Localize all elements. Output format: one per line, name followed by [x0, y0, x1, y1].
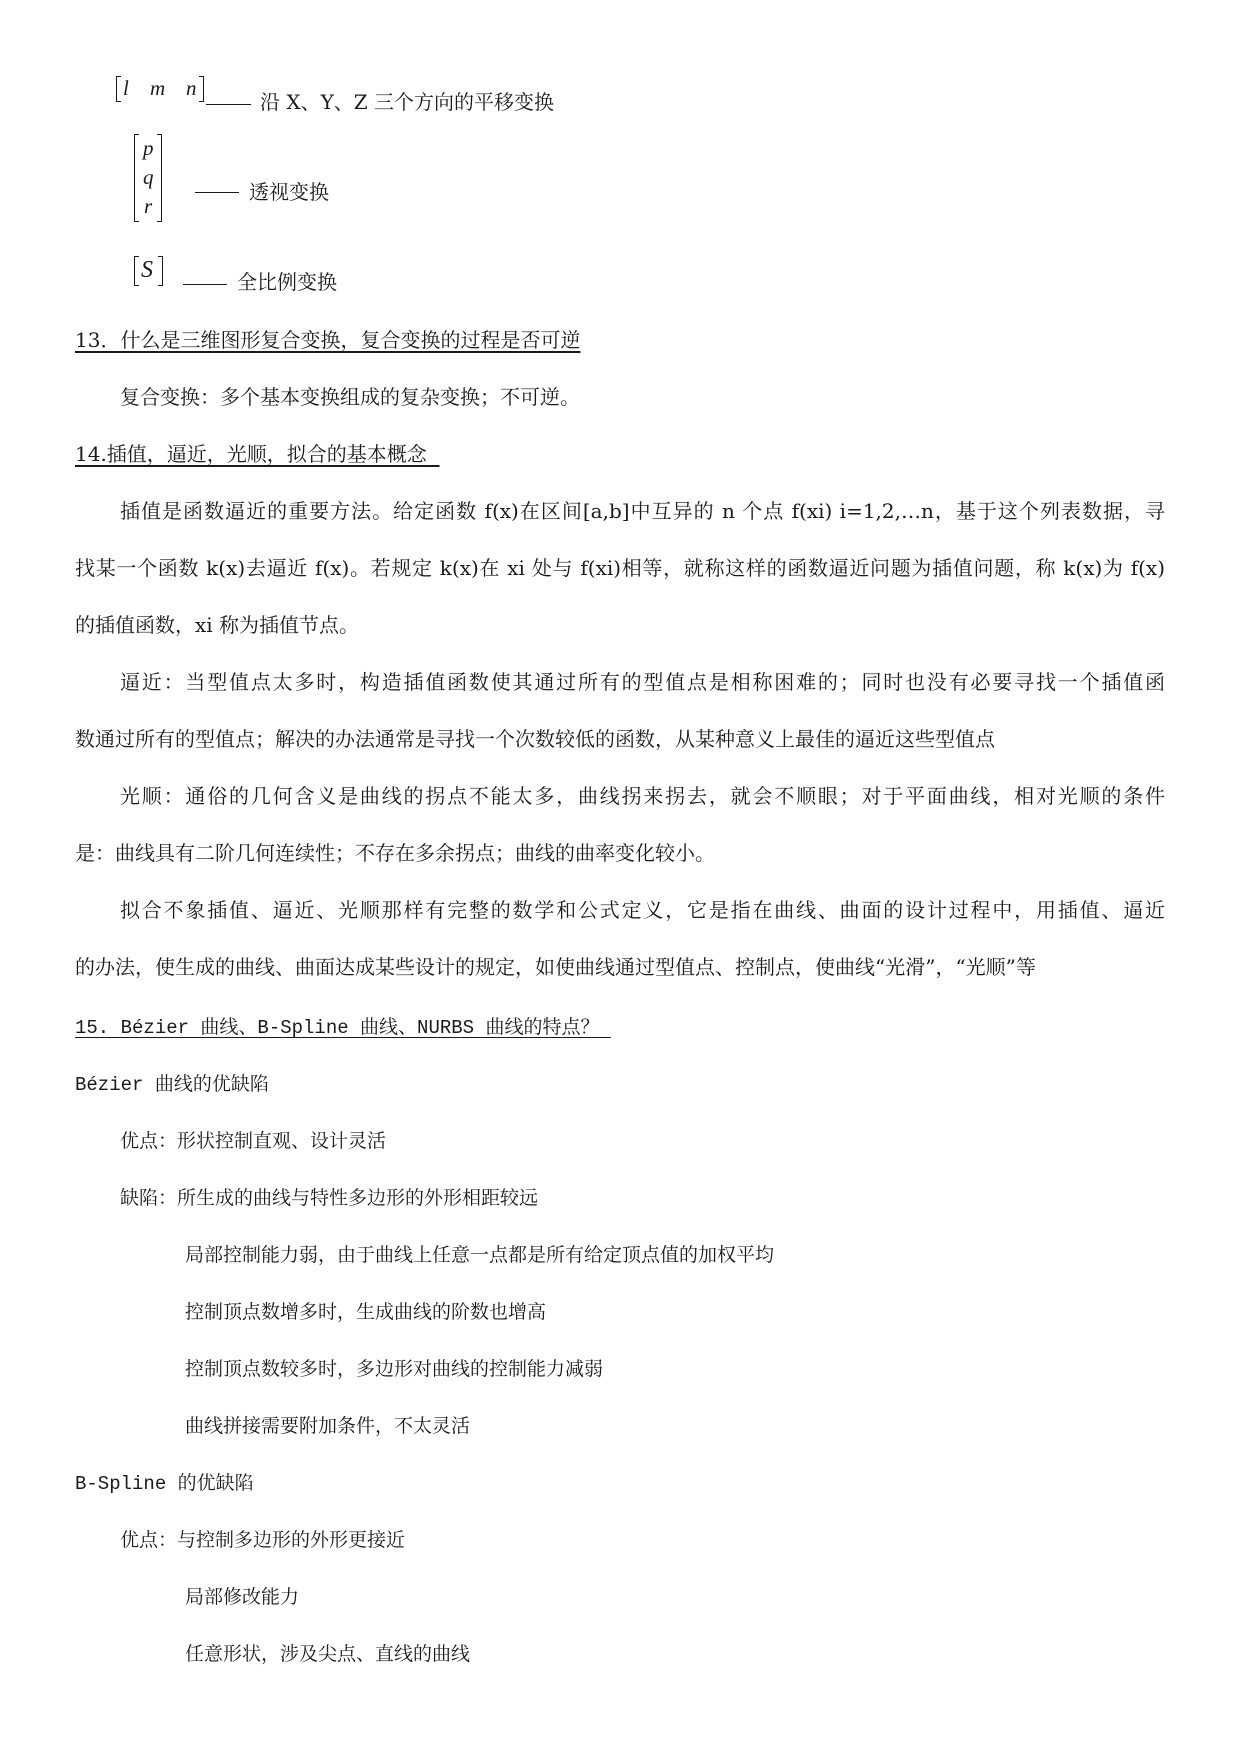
row-vector-left-bracket [116, 76, 121, 102]
q14-heading [75, 442, 440, 466]
bezier-title: Bézier 曲线的优缺陷 [75, 1074, 269, 1096]
q14-fair-line-2: 是：曲线具有二阶几何连续性；不存在多余拐点；曲线的曲率变化较小。 [75, 841, 715, 865]
bezier-cons-first: 缺陷：所生成的曲线与特性多边形的外形相距较远 [120, 1188, 539, 1210]
row-vector-n: n [186, 76, 197, 100]
column-vector-p: p [143, 136, 154, 160]
bezier-cons-item: 曲线拼接需要附加条件，不太灵活 [185, 1416, 471, 1438]
row-vector-l: l [123, 76, 129, 100]
column-vector-left-bracket [134, 134, 139, 222]
q14-fit-line-2: 的办法，使生成的曲线、曲面达成某些设计的规定，如使曲线通过型值点、控制点，使曲线“光滑”，“光顺”等 [75, 955, 1036, 979]
q14-approx-line-2: 数通过所有的型值点；解决的办法通常是寻找一个次数较低的函数，从某种意义上最佳的逼近这些型值点 [75, 727, 995, 751]
q13-answer: 复合变换：多个基本变换组成的复杂变换；不可逆。 [120, 385, 580, 409]
q14-fit-text-1: 拟合不象插值、逼近、光顺那样有完整的数学和公式定义，它是指在曲线、曲面的设计过程中，用插值、逼近 [120, 898, 1165, 922]
q14-fit-line-1 [75, 898, 1165, 922]
q15-heading [75, 1012, 611, 1039]
q14-interp-text-1: 插值是函数逼近的重要方法。给定函数 f(x)在区间[a,b]中互异的 n 个点 f(xi) i=1,2,…n，基于这个列表数据，寻 [120, 499, 1165, 523]
q14-approx-text-1: 逼近：当型值点太多时，构造插值函数使其通过所有的型值点是相称困难的；同时也没有必要寻找一个插值函 [120, 670, 1165, 694]
column-vector-r: r [144, 194, 153, 218]
scalar-desc: 全比例变换 [237, 270, 337, 294]
column-vector-desc: 透视变换 [249, 180, 329, 204]
scalar-s: S [141, 257, 153, 283]
q14-interp-line-3: 的插值函数，xi 称为插值节点。 [75, 613, 360, 637]
q14-fair-text-1: 光顺：通俗的几何含义是曲线的拐点不能太多，曲线拐来拐去，就会不顺眼；对于平面曲线，相对光顺的条件 [120, 784, 1165, 808]
bspline-pros-item: 局部修改能力 [185, 1587, 300, 1609]
scalar-left-bracket [134, 256, 139, 286]
scalar-right-bracket [158, 256, 163, 286]
row-vector-right-bracket [199, 76, 204, 102]
bspline-title: B-Spline 的优缺陷 [75, 1473, 254, 1495]
row-vector-desc: 沿 X、Y、Z 三个方向的平移变换 [260, 90, 555, 114]
bezier-cons-item: 控制顶点数较多时，多边形对曲线的控制能力减弱 [185, 1359, 604, 1381]
column-vector-right-bracket [157, 134, 162, 222]
bezier-cons-item: 控制顶点数增多时，生成曲线的阶数也增高 [185, 1302, 547, 1324]
column-vector-q: q [143, 165, 154, 189]
bspline-pros-first: 优点：与控制多边形的外形更接近 [120, 1530, 406, 1552]
q14-fair-line-1 [75, 784, 1165, 808]
q15-heading-text: 15. Bézier 曲线、B-Spline 曲线、NURBS 曲线的特点？ [75, 1017, 600, 1039]
q14-approx-line-1 [75, 670, 1165, 694]
row-vector-m: m [150, 76, 166, 100]
q14-interp-line-2: 找某一个函数 k(x)去逼近 f(x)。若规定 k(x)在 xi 处与 f(xi)相等，就称这样的函数逼近问题为插值问题，称 k(x)为 f(x) [75, 556, 1165, 580]
q14-interp-line-1 [75, 499, 1165, 523]
bspline-pros-item: 任意形状，涉及尖点、直线的曲线 [185, 1644, 471, 1666]
bezier-pros: 优点：形状控制直观、设计灵活 [120, 1131, 387, 1153]
q14-heading-text: 14.插值，逼近，光顺，拟合的基本概念 [75, 442, 427, 466]
q13-heading: 13．什么是三维图形复合变换，复合变换的过程是否可逆 [75, 328, 581, 352]
scalar-dash [183, 284, 227, 285]
row-vector-dash [206, 104, 251, 105]
bezier-cons-item: 局部控制能力弱，由于曲线上任意一点都是所有给定顶点值的加权平均 [185, 1245, 775, 1267]
column-vector-dash [195, 192, 239, 193]
